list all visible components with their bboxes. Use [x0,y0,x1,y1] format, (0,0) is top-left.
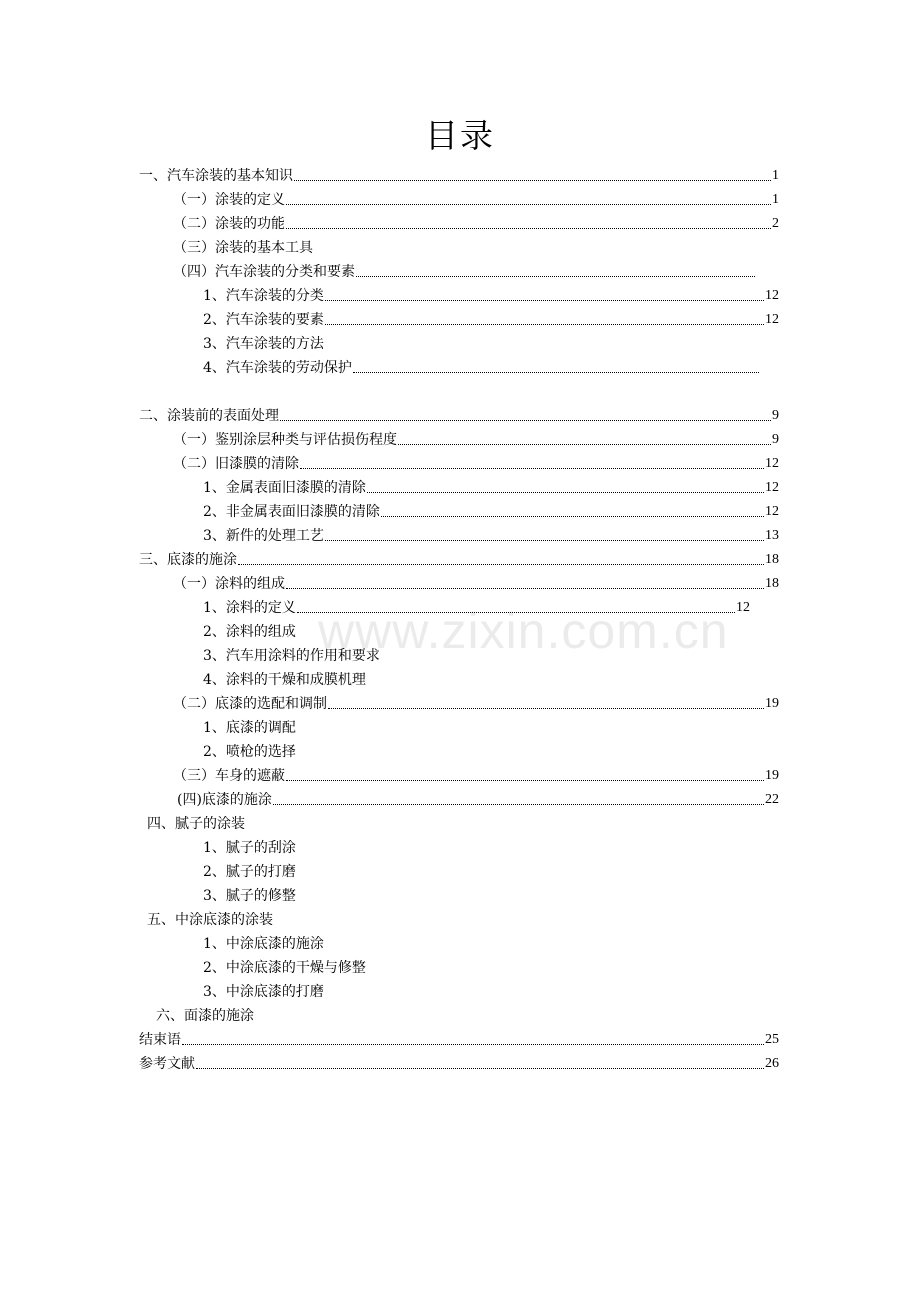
toc-entry-label: 1、底漆的调配 [203,720,296,736]
dot-leader [353,372,759,373]
toc-entry-1-2[interactable] [173,208,779,232]
toc-entry-label: 一、汽车涂装的基本知识 [139,168,293,184]
toc-entry-2-2[interactable] [173,448,779,472]
toc-entry-label: 1、中涂底漆的施涂 [203,936,324,952]
toc-entry-3-1[interactable] [173,568,779,592]
toc-entry-3-1-1[interactable] [203,592,750,616]
toc-entry-label: 2、涂料的组成 [203,624,296,640]
toc-entry-1[interactable] [139,160,779,184]
toc-entry-label: （一）涂料的组成 [173,576,285,592]
toc-entry-page: 9 [772,432,779,447]
toc-entry-3[interactable] [139,544,779,568]
toc-entry-page: 12 [765,504,779,519]
toc-entry-6[interactable] [156,1000,254,1024]
dot-leader [328,708,764,709]
toc-entry-label: 1、汽车涂装的分类 [203,288,324,304]
dot-leader [356,276,755,277]
toc-entry-label: 2、非金属表面旧漆膜的清除 [203,504,380,520]
dot-leader [381,516,764,517]
toc-entry-page: 12 [765,480,779,495]
toc-entry-3-3[interactable] [173,760,779,784]
toc-entry-2-1[interactable] [173,424,779,448]
dot-leader [273,804,764,805]
toc-entry-label: 3、中涂底漆的打磨 [203,984,324,1000]
toc-entry-page: 25 [765,1032,779,1047]
toc-entry-label: （一）涂装的定义 [173,192,285,208]
dot-leader [325,324,764,325]
toc-entry-page: 19 [765,768,779,783]
toc-entry-page: 9 [772,408,779,423]
toc-entry-1-4-1[interactable] [203,280,779,304]
dot-leader [325,300,764,301]
toc-entry-label: （三）车身的遮蔽 [173,768,285,784]
toc-entry-label: 参考文献 [139,1056,195,1072]
toc-entry-3-1-2[interactable] [203,616,296,640]
toc-entry-references[interactable] [139,1048,779,1072]
toc-entry-label: 三、底漆的施涂 [139,552,237,568]
toc-entry-3-1-4[interactable] [203,664,366,688]
toc-entry-3-1-3[interactable] [203,640,380,664]
toc-entry-label: 2、汽车涂装的要素 [203,312,324,328]
toc-entry-label: 四、腻子的涂装 [147,816,245,832]
dot-leader [238,564,764,565]
toc-entry-4-1[interactable] [203,832,296,856]
toc-entry-label: 1、金属表面旧漆膜的清除 [203,480,366,496]
toc-entry-label: 结束语 [139,1032,181,1048]
toc-entry-label: 3、汽车用涂料的作用和要求 [203,648,380,664]
toc-entry-page: 18 [765,576,779,591]
toc-entry-page: 19 [765,696,779,711]
toc-entry-label: 五、中涂底漆的涂装 [147,912,273,928]
dot-leader [367,492,764,493]
toc-entry-label: （三）涂装的基本工具 [173,240,313,256]
toc-entry-page: 22 [765,792,779,807]
toc-entry-3-2-2[interactable] [203,736,296,760]
toc-entry-label: （二）底漆的选配和调制 [173,696,327,712]
dot-leader [297,612,735,613]
toc-entry-conclusion[interactable] [139,1024,779,1048]
toc-entry-page: 1 [772,192,779,207]
page-title: 目录 [425,116,495,155]
dot-leader [286,204,771,205]
toc-entry-1-4-3[interactable] [203,328,324,352]
toc-entry-3-2-1[interactable] [203,712,296,736]
toc-entry-label: 4、汽车涂装的劳动保护 [203,360,352,376]
dot-leader [182,1044,764,1045]
toc-entry-label: 2、腻子的打磨 [203,864,296,880]
toc-entry-page: 1 [772,168,779,183]
toc-entry-label: 2、喷枪的选择 [203,744,296,760]
toc-entry-label: 六、面漆的施涂 [156,1008,254,1024]
toc-entry-page: 26 [765,1056,779,1071]
toc-entry-1-4-4[interactable] [203,352,760,376]
toc-entry-5-1[interactable] [203,928,324,952]
dot-leader [398,444,771,445]
toc-entry-1-4-2[interactable] [203,304,779,328]
toc-entry-5-2[interactable] [203,952,366,976]
toc-entry-label: （二）涂装的功能 [173,216,285,232]
toc-entry-label: 3、新件的处理工艺 [203,528,324,544]
dot-leader [325,540,764,541]
toc-entry-label: (四)底漆的施涂 [177,792,272,808]
watermark: www.zixin.com.cn [318,603,729,659]
dot-leader [286,780,764,781]
toc-entry-page: 12 [736,600,750,615]
toc-entry-2-2-3[interactable] [203,520,779,544]
toc-entry-label: 1、腻子的刮涂 [203,840,296,856]
toc-entry-label: （二）旧漆膜的清除 [173,456,299,472]
toc-entry-2-2-2[interactable] [203,496,779,520]
toc-entry-5-3[interactable] [203,976,324,1000]
toc-entry-label: 1、涂料的定义 [203,600,296,616]
toc-entry-1-1[interactable] [173,184,779,208]
toc-entry-page: 12 [765,312,779,327]
toc-entry-label: 3、腻子的修整 [203,888,296,904]
toc-entry-2[interactable] [139,400,779,424]
toc-entry-page: 12 [765,288,779,303]
toc-entry-4[interactable] [147,808,245,832]
toc-entry-page: 13 [765,528,779,543]
toc-entry-4-2[interactable] [203,856,296,880]
dot-leader [280,420,771,421]
toc-entry-label: 二、涂装前的表面处理 [139,408,279,424]
dot-leader [286,228,771,229]
toc-entry-label: 3、汽车涂装的方法 [203,336,324,352]
toc-entry-label: 2、中涂底漆的干燥与修整 [203,960,366,976]
dot-leader [196,1068,764,1069]
toc-entry-label: （四）汽车涂装的分类和要素 [173,264,355,280]
toc-entry-label: （一）鉴别涂层种类与评估损伤程度 [173,432,397,448]
toc-entry-page: 12 [765,456,779,471]
toc-entry-1-4[interactable] [173,256,756,280]
toc-entry-2-2-1[interactable] [203,472,779,496]
toc-entry-label: 4、涂料的干燥和成膜机理 [203,672,366,688]
toc-entry-page: 2 [772,216,779,231]
toc-entry-1-3[interactable] [173,232,313,256]
toc-entry-3-2[interactable] [173,688,779,712]
toc-entry-page: 18 [765,552,779,567]
toc-entry-4-3[interactable] [203,880,296,904]
toc-entry-5[interactable] [147,904,273,928]
dot-leader [294,180,771,181]
dot-leader [300,468,764,469]
dot-leader [286,588,764,589]
toc-entry-3-4[interactable] [177,784,779,808]
